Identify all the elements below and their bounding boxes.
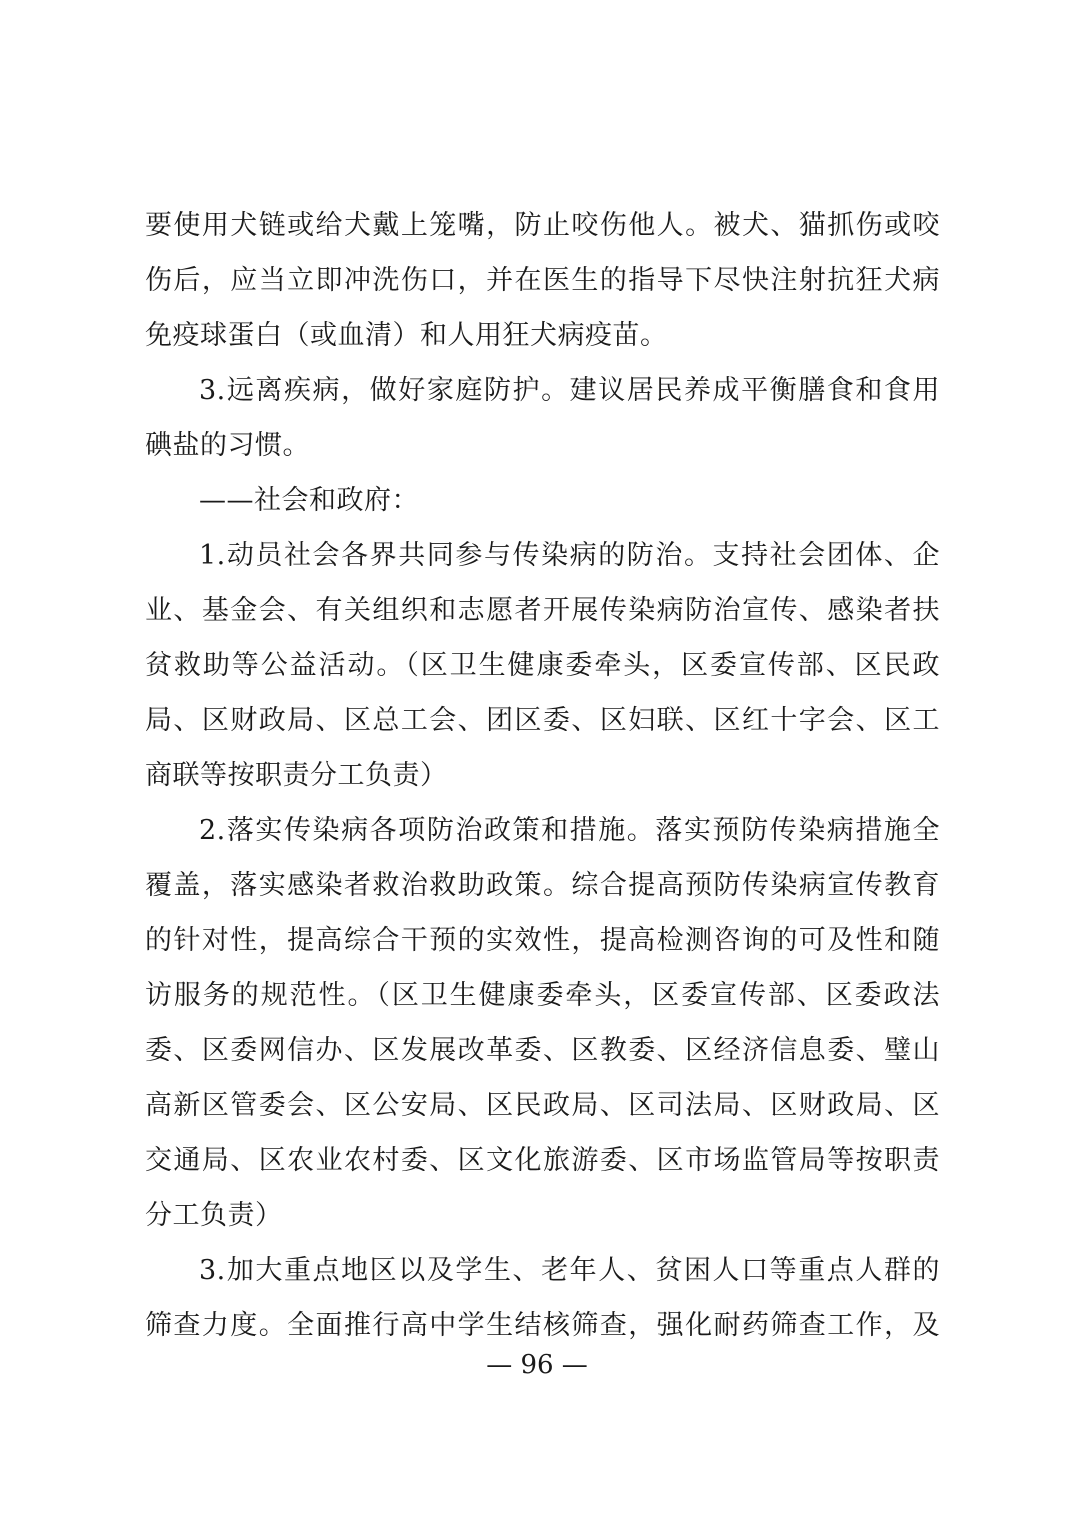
page-number: — 96 — [486,1350,588,1380]
text-line: 交通局、区农业农村委、区文化旅游委、区市场监管局等按职责 [145,1145,940,1176]
document-body [145,198,940,1353]
text-line: 3.远离疾病，做好家庭防护。建议居民养成平衡膳食和食用 [199,375,940,406]
text-line: 伤后，应当立即冲洗伤口，并在医生的指导下尽快注射抗狂犬病 [145,265,940,296]
text-line: 3.加大重点地区以及学生、老年人、贫困人口等重点人群的 [199,1255,940,1286]
text-line: 贫救助等公益活动。（区卫生健康委牵头，区委宣传部、区民政 [145,650,940,681]
text-line: 筛查力度。全面推行高中学生结核筛查，强化耐药筛查工作，及 [145,1310,940,1341]
text-line: 分工负责） [145,1200,283,1231]
text-line: 商联等按职责分工负责） [145,760,448,791]
text-line: 委、区委网信办、区发展改革委、区教委、区经济信息委、璧山 [145,1035,940,1066]
text-line: 要使用犬链或给犬戴上笼嘴，防止咬伤他人。被犬、猫抓伤或咬 [145,210,940,241]
text-line: 1.动员社会各界共同参与传染病的防治。支持社会团体、企 [199,540,940,571]
text-line: 局、区财政局、区总工会、团区委、区妇联、区红十字会、区工 [145,705,940,736]
text-line: 2.落实传染病各项防治政策和措施。落实预防传染病措施全 [199,815,940,846]
text-line: 碘盐的习惯。 [145,430,310,461]
text-line: 访服务的规范性。（区卫生健康委牵头，区委宣传部、区委政法 [145,980,940,1011]
text-line: 覆盖，落实感染者救治救助政策。综合提高预防传染病宣传教育 [145,870,940,901]
text-line: 免疫球蛋白（或血清）和人用狂犬病疫苗。 [145,320,668,351]
text-line: 高新区管委会、区公安局、区民政局、区司法局、区财政局、区 [145,1090,940,1121]
text-line: 业、基金会、有关组织和志愿者开展传染病防治宣传、感染者扶 [145,595,940,626]
text-line: ——社会和政府： [199,485,419,516]
text-line: 的针对性，提高综合干预的实效性，提高检测咨询的可及性和随 [145,925,940,956]
